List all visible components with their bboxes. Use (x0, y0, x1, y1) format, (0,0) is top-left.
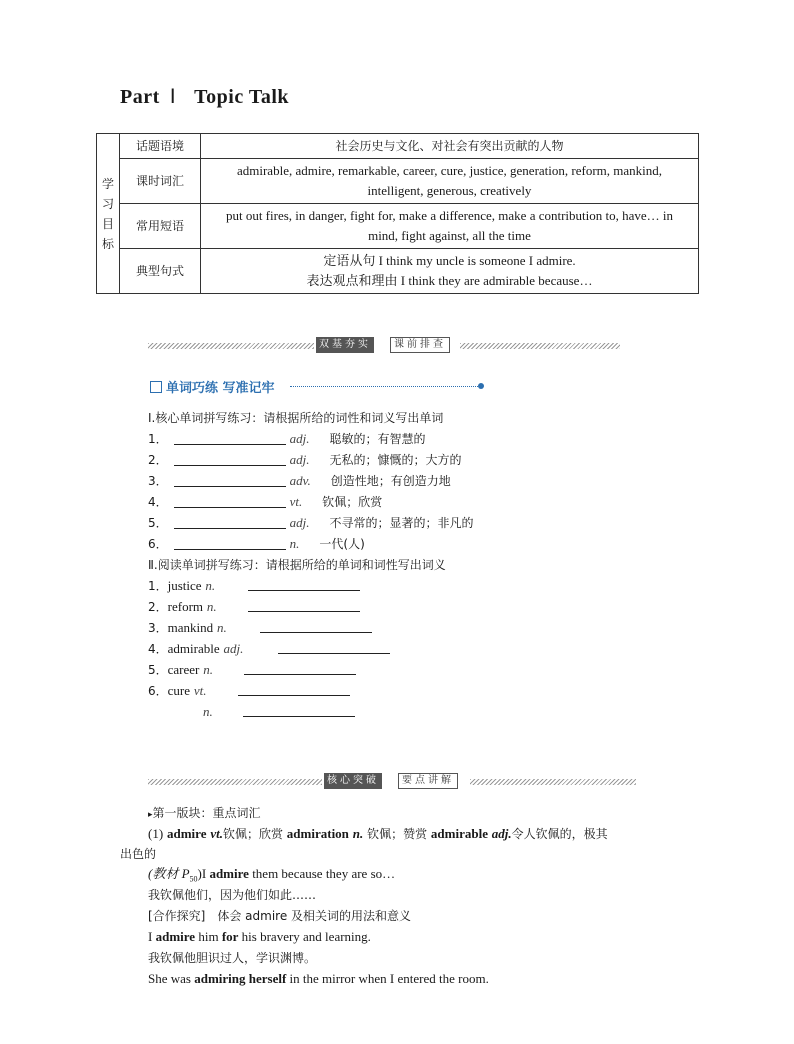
row-label: 典型句式 (120, 249, 201, 294)
dot-icon (478, 383, 484, 389)
vocab-entry-cont: 出色的 (120, 847, 157, 861)
banner-tag: 双基夯实 (316, 337, 374, 353)
example-sentence: (教材 $P_{50})I$ admire them because they are so… (148, 866, 396, 884)
page-title (120, 84, 289, 109)
exercise2-instruction: Ⅱ.阅读单词拼写练习：请根据所给的单词和词性写出词义 (148, 558, 446, 572)
triangle-icon: ▸ (148, 810, 153, 820)
objectives-table (96, 133, 699, 294)
list-item: 6．cure vt. (148, 683, 207, 698)
table-row (97, 249, 699, 294)
banner-subtag: 课前排查 (390, 337, 450, 353)
title-topic: Topic Talk (194, 86, 290, 108)
list-item: 5．career n. (148, 662, 213, 677)
answer-blank[interactable] (174, 432, 286, 445)
row-label: 话题语境 (120, 134, 201, 159)
checkbox-icon (150, 381, 162, 393)
answer-blank[interactable] (174, 474, 286, 487)
example-sentence: She was admiring herself in the mirror when I entered the room. (148, 971, 489, 986)
banner-hatch (460, 343, 620, 349)
translation: 我钦佩他们，因为他们如此…… (148, 888, 317, 902)
list-item: 4． vt. 钦佩；欣赏 (148, 494, 383, 509)
answer-blank[interactable] (174, 537, 286, 550)
list-item: 3．mankind n. (148, 620, 227, 635)
exercise1-instruction: Ⅰ.核心单词拼写练习：请根据所给的词性和词义写出单词 (148, 411, 444, 425)
banner-subtag: 要点讲解 (398, 773, 458, 789)
answer-blank[interactable] (248, 599, 360, 612)
table-row (97, 134, 699, 159)
explore-heading: [合作探究] 体会 admire 及相关词的用法和意义 (148, 909, 412, 923)
answer-blank[interactable] (174, 453, 286, 466)
list-item: 4．admirable adj. (148, 641, 244, 656)
answer-blank[interactable] (248, 578, 360, 591)
vocab-entry: (1) admire vt.钦佩；欣赏 admiration n. 钦佩；赞赏 admirable adj.令人钦佩的，极其 (148, 826, 608, 841)
translation: 我钦佩他胆识过人，学识渊博。 (148, 951, 317, 965)
title-roman: Ⅰ (169, 86, 177, 108)
answer-blank[interactable] (174, 516, 286, 529)
list-item: 6． n. 一代(人) (148, 536, 365, 551)
title-part: Part (120, 86, 160, 108)
row-value: admirable, admire, remarkable, career, cure, justice, generation, reform, mankind, intelligent, generous, creatively (201, 159, 699, 204)
list-item: 1． adj. 聪敏的；有智慧的 (148, 431, 426, 446)
banner-tag: 核心突破 (324, 773, 382, 789)
banner-hatch (148, 343, 314, 349)
row-value: 社会历史与文化、对社会有突出贡献的人物 (201, 134, 699, 159)
list-item: 1．justice n. (148, 578, 216, 593)
divider (290, 386, 480, 387)
row-value: 定语从句 I think my uncle is someone I admire. 表达观点和理由 I think they are admirable because… (201, 249, 699, 294)
list-item: 5． adj. 不寻常的；显著的；非凡的 (148, 515, 474, 530)
list-item: 2．reform n. (148, 599, 217, 614)
banner-hatch (148, 779, 322, 785)
answer-blank[interactable] (260, 620, 372, 633)
list-item: 2． adj. 无私的；慷慨的；大方的 (148, 452, 462, 467)
row-label: 常用短语 (120, 204, 201, 249)
section-banner (148, 341, 620, 351)
answer-blank[interactable] (238, 683, 350, 696)
answer-blank[interactable] (244, 662, 356, 675)
row-value: put out fires, in danger, fight for, make a difference, make a contribution to, have… in mind, fight against, all the time (201, 204, 699, 249)
table-row (97, 159, 699, 204)
table-row (97, 204, 699, 249)
banner-hatch (470, 779, 636, 785)
section-banner (148, 777, 636, 787)
answer-blank[interactable] (278, 641, 390, 654)
answer-blank[interactable] (174, 495, 286, 508)
list-item: n. (203, 704, 213, 719)
block-heading: ▸第一版块：重点词汇 (148, 806, 261, 820)
row-label: 课时词汇 (120, 159, 201, 204)
example-sentence: I admire him for his bravery and learning. (148, 929, 371, 944)
section-heading: 单词巧练 写准记牢 (150, 377, 275, 396)
list-item: 3． adv. 创造性地；有创造力地 (148, 473, 451, 488)
side-label: 学 习 目 标 (97, 134, 120, 294)
answer-blank[interactable] (243, 704, 355, 717)
